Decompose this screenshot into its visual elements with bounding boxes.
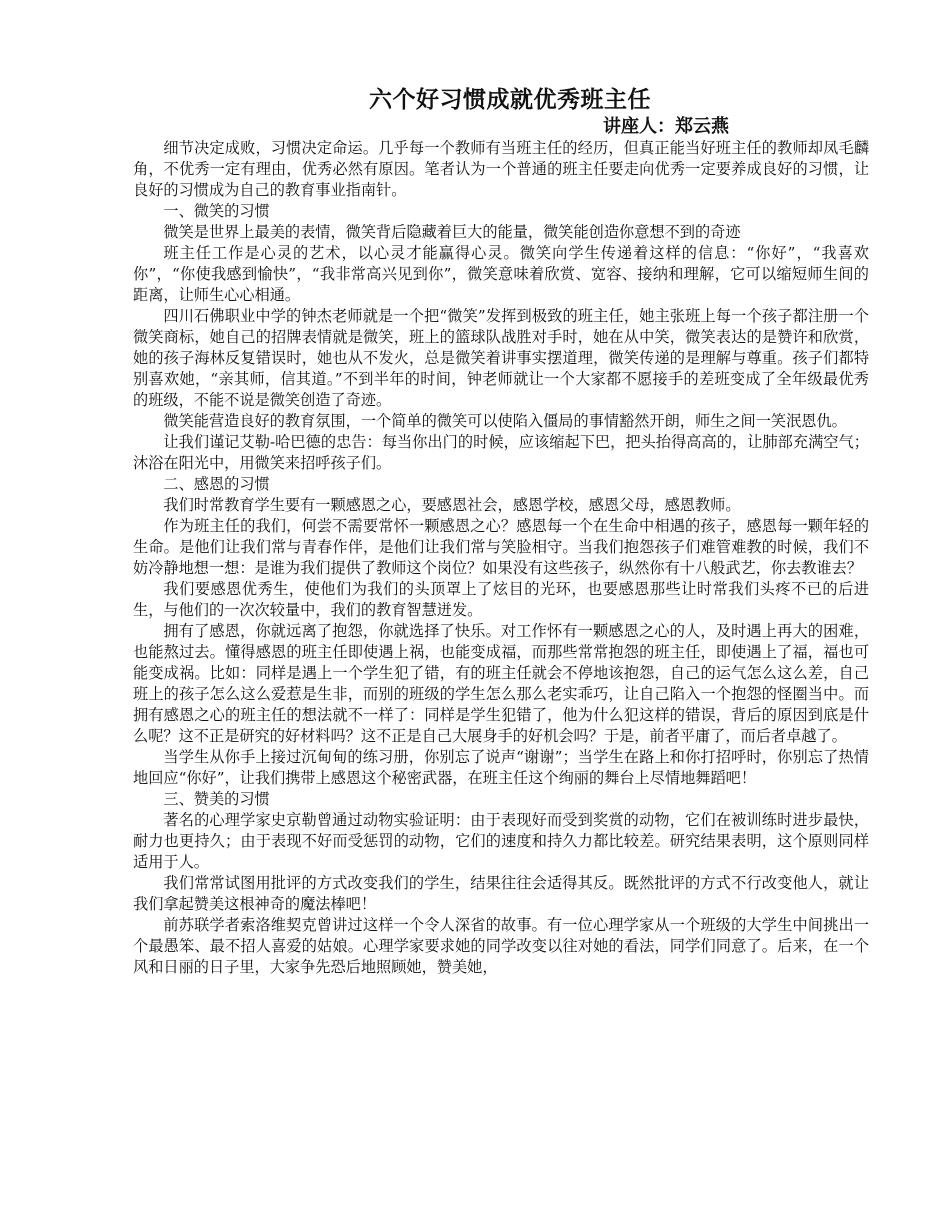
body-paragraph: 拥有了感恩，你就远离了抱怨，你就选择了快乐。对工作怀有一颗感恩之心的人，及时遇上再大的困难，也能熬过去。懂得感恩的班主任即使遇上祸，也能变成福，而那些常常抱怨的班主任，即使遇上了福，福也可能变成祸。比如：同样是遇上一个学生犯了错，有的班主任就会不停地该抱怨，自己的运气怎么这么差，自己班上的孩子怎么这么爱惹是生非，而别的班级的学生怎么那么老实乖巧，让自己陷入一个抱怨的怪圈当中。而拥有感恩之心的班主任的想法就不一样了：同样是学生犯错了，他为什么犯这样的错误，背后的原因到底是什么呢？这不正是研究的好材料吗？这不正是自己大展身手的好机会吗？于是，前者平庸了，而后者卓越了。 <box>133 622 869 745</box>
body-paragraph: 我们常常试图用批评的方式改变我们的学生，结果往往会适得其反。既然批评的方式不行改变他人，就让我们拿起赞美这根神奇的魔法棒吧！ <box>133 874 869 913</box>
section-heading: 二、感恩的习惯 <box>163 475 270 493</box>
page-title: 六个好习惯成就优秀班主任 <box>369 86 651 113</box>
body-paragraph: 让我们谨记艾勒-哈巴德的忠告：每当你出门的时候，应该缩起下巴，把头抬得高高的，让肺部充满空气；沐浴在阳光中，用微笑来招呼孩子们。 <box>133 433 869 472</box>
body-paragraph: 当学生从你手上接过沉甸甸的练习册，你别忘了说声“谢谢”；当学生在路上和你打招呼时，你别忘了热情地回应“你好”，让我们携带上感恩这个秘密武器，在班主任这个绚丽的舞台上尽情地舞蹈吧！ <box>133 748 869 787</box>
body-paragraph: 我们时常教育学生要有一颗感恩之心，要感恩社会，感恩学校，感恩父母，感恩教师。 <box>163 496 741 514</box>
section-heading: 三、赞美的习惯 <box>163 790 270 808</box>
body-paragraph: 我们要感恩优秀生，使他们为我们的头顶罩上了炫目的光环，也要感恩那些让时常我们头疼不已的后进生，与他们的一次次较量中，我们的教育智慧迸发。 <box>133 580 869 619</box>
body-paragraph: 微笑能营造良好的教育氛围，一个简单的微笑可以使陷入僵局的事情豁然开朗，师生之间一笑泯恩仇。 <box>163 412 847 430</box>
section-heading: 一、微笑的习惯 <box>163 202 270 220</box>
body-paragraph: 前苏联学者索洛维契克曾讲过这样一个令人深省的故事。有一位心理学家从一个班级的大学生中间挑出一个最愚笨、最不招人喜爱的姑娘。心理学家要求她的同学改变以往对她的看法，同学们同意了。后来，在一个风和日丽的日子里，大家争先恐后地照顾她，赞美她， <box>133 916 869 976</box>
body-paragraph: 细节决定成败，习惯决定命运。几乎每一个教师有当班主任的经历，但真正能当好班主任的教师却凤毛麟角，不优秀一定有理由，优秀必然有原因。笔者认为一个普通的班主任要走向优秀一定要养成良好的习惯，让良好的习惯成为自己的教育事业指南针。 <box>133 139 869 199</box>
body-paragraph: 班主任工作是心灵的艺术，以心灵才能赢得心灵。微笑向学生传递着这样的信息：“你好”，“我喜欢你”，“你使我感到愉快”，“我非常高兴见到你”，微笑意味着欣赏、宽容、接纳和理解，它可以缩短师生间的距离，让师生心心相通。 <box>133 244 869 304</box>
body-paragraph: 著名的心理学家史京勒曾通过动物实验证明：由于表现好而受到奖赏的动物，它们在被训练时进步最快，耐力也更持久；由于表现不好而受惩罚的动物，它们的速度和持久力都比较差。研究结果表明，这个原则同样适用于人。 <box>133 811 869 871</box>
document-body <box>133 138 869 978</box>
body-paragraph: 四川石佛职业中学的钟杰老师就是一个把“微笑”发挥到极致的班主任，她主张班上每一个孩子都注册一个微笑商标，她自己的招牌表情就是微笑，班上的篮球队战胜对手时，她在从中笑，微笑表达的是赞许和欣赏，她的孩子海林反复错误时，她也从不发火，总是微笑着讲事实摆道理，微笑传递的是理解与尊重。孩子们都特别喜欢她，“亲其师，信其道。”不到半年的时间，钟老师就让一个大家都不愿接手的差班变成了全年级最优秀的班级，不能不说是微笑创造了奇迹。 <box>133 307 869 409</box>
speaker-line: 讲座人：郑云燕 <box>603 116 729 137</box>
body-paragraph: 作为班主任的我们，何尝不需要常怀一颗感恩之心？感恩每一个在生命中相遇的孩子，感恩每一颗年轻的生命。是他们让我们常与青春作伴，是他们让我们常与笑脸相守。当我们抱怨孩子们难管难教的时候，我们不妨冷静地想一想：是谁为我们提供了教师这个岗位？如果没有这些孩子，纵然你有十八般武艺，你去教谁去？ <box>133 517 869 577</box>
document-page <box>133 84 869 978</box>
body-paragraph: 微笑是世界上最美的表情，微笑背后隐藏着巨大的能量，微笑能创造你意想不到的奇迹 <box>163 223 741 241</box>
